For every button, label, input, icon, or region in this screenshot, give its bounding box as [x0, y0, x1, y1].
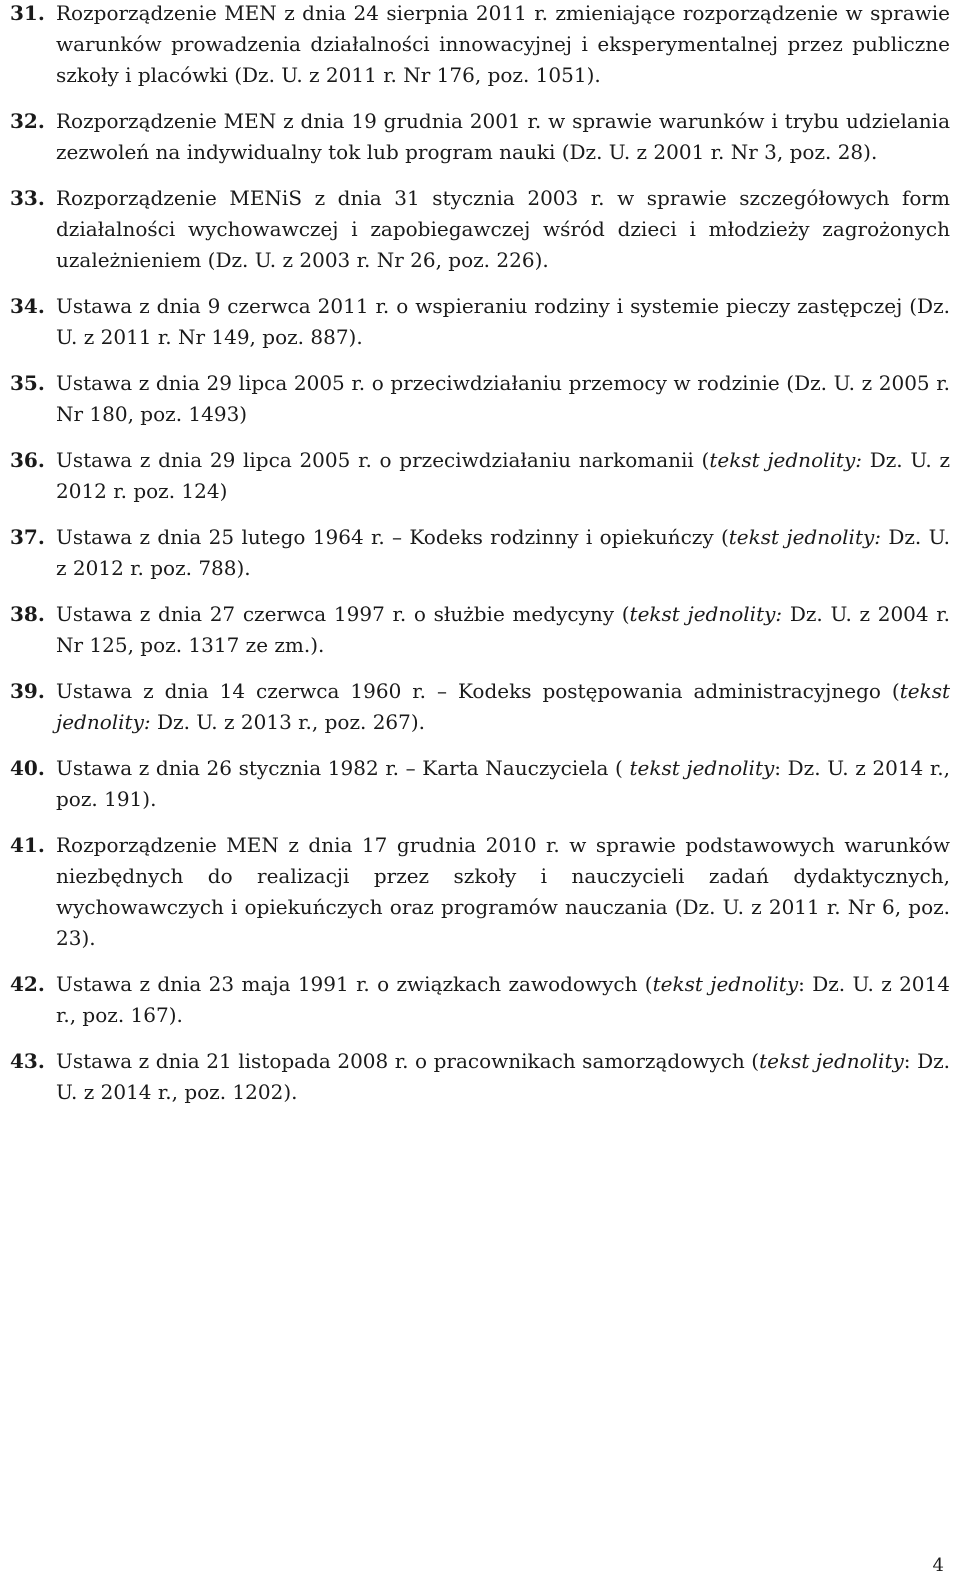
item-number: 41. — [10, 833, 45, 857]
text-segment: : Dz. U. z 2014 r., poz. 1202). — [56, 1049, 950, 1104]
text-segment: Dz. U. z 2004 r. Nr 125, poz. 1317 ze zm.). — [56, 602, 951, 657]
item-number: 33. — [10, 186, 45, 210]
italic-text-segment: tekst jednolity: — [56, 679, 950, 734]
text-segment: Ustawa z dnia 21 listopada 2008 r. o pracownikach samorządowych ( — [56, 1049, 760, 1073]
item-text — [56, 448, 950, 503]
item-number: 35. — [10, 371, 45, 395]
list-item — [10, 753, 950, 815]
italic-text-segment: tekst jednolity: — [629, 602, 783, 626]
list-item — [10, 830, 950, 954]
item-number: 42. — [10, 972, 45, 996]
list-item — [10, 1046, 950, 1108]
item-text — [56, 371, 950, 426]
text-segment: : Dz. U. z 2014 r., poz. 167). — [56, 972, 950, 1027]
text-segment: Dz. U. z 2012 r. poz. 124) — [56, 448, 951, 503]
item-number: 36. — [10, 448, 45, 472]
document-page — [10, 0, 950, 1123]
italic-text-segment: tekst jednolity — [652, 972, 799, 996]
italic-text-segment: tekst jednolity: — [728, 525, 882, 549]
item-text — [56, 1, 950, 87]
text-segment: Rozporządzenie MEN z dnia 19 grudnia 2001 r. w sprawie warunków i trybu udzielania zezwoleń na indywidualny tok lub program nauki (Dz. U. z 2001 r. Nr 3, poz. 28). — [56, 109, 950, 164]
italic-text-segment: tekst jednolity — [759, 1049, 904, 1073]
list-item — [10, 291, 950, 353]
page-number: 4 — [932, 1555, 944, 1576]
reference-list — [10, 0, 950, 1108]
text-segment: Ustawa z dnia 29 lipca 2005 r. o przeciwdziałaniu przemocy w rodzinie (Dz. U. z 2005 r. Nr 180, poz. 1493) — [56, 371, 950, 426]
item-text — [56, 1049, 950, 1104]
text-segment: Rozporządzenie MEN z dnia 17 grudnia 2010 r. w sprawie podstawowych warunków niezbędnych do realizacji przez szkoły i nauczycieli zadań dydaktycznych, wychowawczych i opiekuńczych oraz programów nauczania (Dz. U. z 2011 r. Nr 6, poz. 23). — [56, 833, 950, 950]
text-segment: Ustawa z dnia 23 maja 1991 r. o związkach zawodowych ( — [56, 972, 653, 996]
italic-text-segment: tekst jednolity: — [709, 448, 862, 472]
list-item — [10, 599, 950, 661]
text-segment: Rozporządzenie MEN z dnia 24 sierpnia 2011 r. zmieniające rozporządzenie w sprawie warunków prowadzenia działalności innowacyjnej i eksperymentalnej przez publiczne szkoły i placówki (Dz. U. z 2011 r. Nr 176, poz. 1051). — [56, 1, 950, 87]
item-number: 34. — [10, 294, 45, 318]
list-item — [10, 522, 950, 584]
text-segment: Ustawa z dnia 26 stycznia 1982 r. – Karta Nauczyciela ( — [56, 756, 630, 780]
item-number: 32. — [10, 109, 45, 133]
item-number: 39. — [10, 679, 45, 703]
list-item — [10, 969, 950, 1031]
list-item — [10, 0, 950, 91]
text-segment: Rozporządzenie MENiS z dnia 31 stycznia 2003 r. w sprawie szczegółowych form działalności wychowawczej i zapobiegawczej wśród dzieci i młodzieży zagrożonych uzależnieniem (Dz. U. z 2003 r. Nr 26, poz. 226). — [56, 186, 950, 272]
text-segment: Ustawa z dnia 27 czerwca 1997 r. o służbie medycyny ( — [56, 602, 630, 626]
list-item — [10, 445, 950, 507]
item-text — [56, 602, 950, 657]
item-text — [56, 525, 950, 580]
list-item — [10, 368, 950, 430]
text-segment: Ustawa z dnia 14 czerwca 1960 r. – Kodeks postępowania administracyjnego ( — [56, 679, 900, 703]
item-number: 31. — [10, 1, 45, 25]
item-number: 40. — [10, 756, 45, 780]
item-text — [56, 186, 950, 272]
item-number: 43. — [10, 1049, 45, 1073]
item-number: 37. — [10, 525, 45, 549]
item-text — [56, 294, 950, 349]
item-text — [56, 972, 950, 1027]
text-segment: Dz. U. z 2013 r., poz. 267). — [150, 710, 426, 734]
item-text — [56, 756, 950, 811]
text-segment: Ustawa z dnia 9 czerwca 2011 r. o wspieraniu rodziny i systemie pieczy zastępczej (Dz. U. z 2011 r. Nr 149, poz. 887). — [56, 294, 950, 349]
item-number: 38. — [10, 602, 45, 626]
item-text — [56, 833, 950, 950]
text-segment: Ustawa z dnia 29 lipca 2005 r. o przeciwdziałaniu narkomanii ( — [56, 448, 710, 472]
item-text — [56, 679, 950, 734]
item-text — [56, 109, 950, 164]
list-item — [10, 106, 950, 168]
text-segment: : Dz. U. z 2014 r., poz. 191). — [56, 756, 950, 811]
list-item — [10, 183, 950, 276]
list-item — [10, 676, 950, 738]
italic-text-segment: tekst jednolity — [629, 756, 775, 780]
text-segment: Ustawa z dnia 25 lutego 1964 r. – Kodeks rodzinny i opiekuńczy ( — [56, 525, 729, 549]
text-segment: Dz. U. z 2012 r. poz. 788). — [56, 525, 951, 580]
